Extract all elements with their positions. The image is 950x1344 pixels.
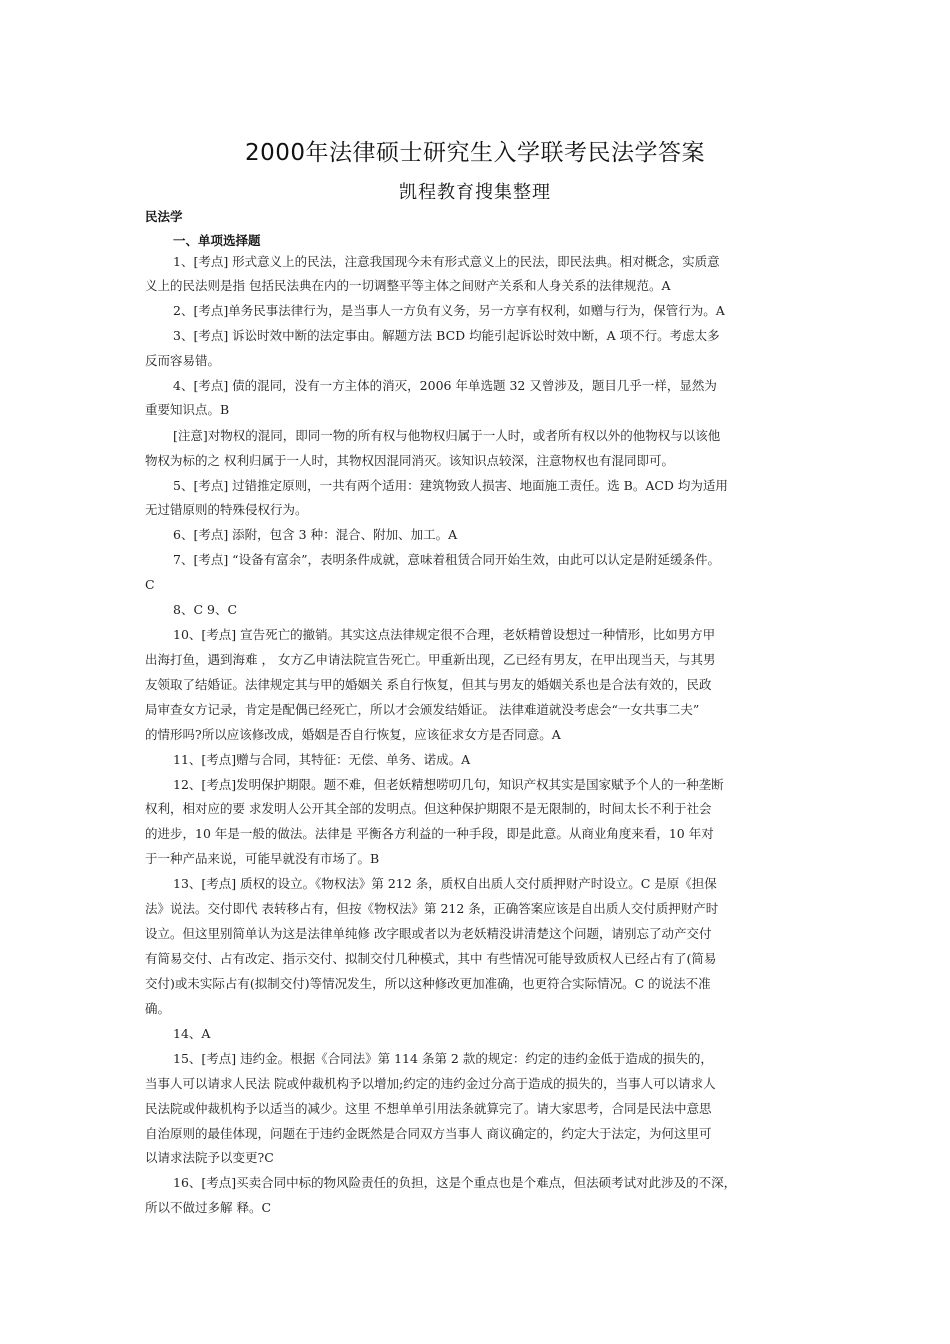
document-subtitle: 凯程教育搜集整理	[399, 182, 551, 203]
paragraph-line: 出海打鱼，遇到海难 ， 女方乙申请法院宣告死亡。甲重新出现，乙已经有男友，在甲出现当天，与其男	[145, 652, 716, 667]
paragraph-line: 设立。但这里别简单认为这是法律单纯修 改字眼或者以为老妖精没讲清楚这个问题，请别忘了动产交付	[145, 926, 712, 941]
paragraph-line: 有简易交付、占有改定、指示交付、拟制交付几种模式，其中 有些情况可能导致质权人已经占有了(简易	[145, 951, 717, 966]
paragraph-line: 13、[考点] 质权的设立。《物权法》第 212 条，质权自出质人交付质押财产时设立。C 是原《担保	[173, 876, 717, 891]
paragraph-line: 1、[考点] 形式意义上的民法，注意我国现今未有形式意义上的民法，即民法典。相对概念，实质意	[173, 254, 720, 269]
paragraph-line: 10、[考点] 宣告死亡的撤销。其实这点法律规定很不合理，老妖精曾设想过一种情形，比如男方甲	[173, 627, 716, 642]
paragraph-line: 友领取了结婚证。法律规定其与甲的婚姻关 系自行恢复，但其与男友的婚姻关系也是合法有效的，民政	[145, 677, 712, 692]
paragraph-line: 局审查女方记录，肯定是配偶已经死亡，所以才会颁发结婚证。 法律难道就没考虑会“一女共事二夫”	[145, 702, 700, 717]
paragraph-line: 于一种产品来说，可能早就没有市场了。B	[145, 851, 380, 866]
paragraph-line: 义上的民法则是指 包括民法典在内的一切调整平等主体之间财产关系和人身关系的法律规范。A	[145, 278, 671, 293]
paragraph-line: 15、[考点] 违约金。根据《合同法》第 114 条第 2 款的规定：约定的违约金低于造成的损失的，	[173, 1051, 713, 1066]
paragraph-line: 11、[考点]赠与合同，其特征：无偿、单务、诺成。A	[173, 752, 471, 767]
paragraph-line: 5、[考点] 过错推定原则，一共有两个适用：建筑物致人损害、地面施工责任。选 B。ACD 均为适用	[173, 478, 728, 493]
paragraph-line: [注意]对物权的混同，即同一物的所有权与他物权归属于一人时，或者所有权以外的他物权与以该他	[173, 428, 721, 443]
paragraph-line: 重要知识点。B	[145, 402, 230, 417]
paragraph-line: 8、C 9、C	[173, 602, 238, 617]
document-title: 2000年法律硕士研究生入学联考民法学答案	[244, 140, 706, 166]
paragraph-line: 权利，相对应的要 求发明人公开其全部的发明点。但这种保护期限不是无限制的，时间太长不利于社会	[145, 801, 712, 816]
paragraph-line: C	[145, 577, 155, 592]
paragraph-line: 3、[考点] 诉讼时效中断的法定事由。解题方法 BCD 均能引起诉讼时效中断，A 项不行。考虑太多	[173, 328, 720, 343]
paragraph-line: 的情形吗?所以应该修改成，婚姻是否自行恢复，应该征求女方是否同意。A	[145, 727, 561, 742]
subsection-heading: 一、单项选择题	[173, 233, 261, 248]
paragraph-line: 2、[考点]单务民事法律行为，是当事人一方负有义务，另一方享有权利，如赠与行为，保管行为。A	[173, 303, 725, 318]
paragraph-line: 所以不做过多解 释。C	[145, 1200, 272, 1215]
paragraph-line: 以请求法院予以变更?C	[145, 1150, 274, 1165]
paragraph-line: 自治原则的最佳体现，问题在于违约金既然是合同双方当事人 商议确定的，约定大于法定，为何这里可	[145, 1126, 712, 1141]
paragraph-line: 6、[考点] 添附，包含 3 种：混合、附加、加工。A	[173, 527, 458, 542]
paragraph-line: 的进步，10 年是一般的做法。法律是 平衡各方利益的一种手段，即是此意。从商业角度来看，10 年对	[145, 826, 714, 841]
paragraph-line: 7、[考点] “设备有富余”，表明条件成就，意味着租赁合同开始生效，由此可以认定是附延缓条件。	[173, 552, 720, 567]
paragraph-line: 无过错原则的特殊侵权行为。	[145, 502, 308, 517]
paragraph-line: 反而容易错。	[145, 353, 221, 368]
paragraph-line: 当事人可以请求人民法 院或仲裁机构予以增加;约定的违约金过分高于造成的损失的，当事人可以请求人	[145, 1076, 716, 1091]
paragraph-line: 确。	[145, 1001, 171, 1016]
paragraph-line: 交付)或未实际占有(拟制交付)等情况发生，所以这种修改更加准确，也更符合实际情况。C 的说法不准	[145, 976, 711, 991]
paragraph-line: 4、[考点] 债的混同，没有一方主体的消灭，2006 年单选题 32 又曾涉及，题目几乎一样，显然为	[173, 378, 717, 393]
paragraph-line: 民法院或仲裁机构予以适当的减少。这里 不想单单引用法条就算完了。请大家思考，合同是民法中意思	[145, 1101, 712, 1116]
section-heading: 民法学	[145, 209, 183, 224]
paragraph-line: 14、A	[173, 1026, 211, 1041]
paragraph-line: 物权为标的之 权利归属于一人时，其物权因混同消灭。该知识点较深，注意物权也有混同即可。	[145, 453, 674, 468]
paragraph-line: 法》说法。交付即代 表转移占有，但按《物权法》第 212 条，正确答案应该是自出质人交付质押财产时	[145, 901, 719, 916]
paragraph-line: 12、[考点]发明保护期限。题不难，但老妖精想唠叨几句，知识产权其实是国家赋予个人的一种垄断	[173, 777, 724, 792]
paragraph-line: 16、[考点]买卖合同中标的物风险责任的负担，这是个重点也是个难点，但法硕考试对此涉及的不深，	[173, 1175, 737, 1190]
